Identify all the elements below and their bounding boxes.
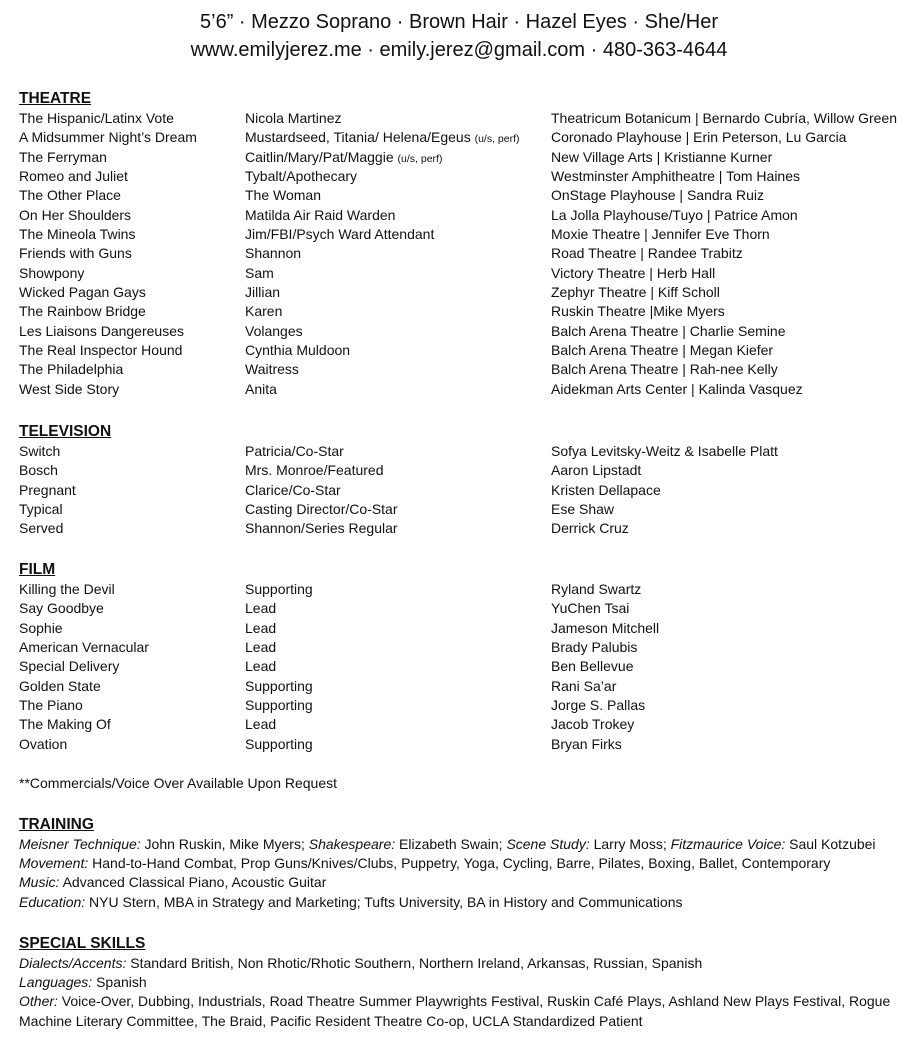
credit-role xyxy=(245,519,398,538)
theatre-credit-row xyxy=(19,322,909,341)
theatre-credit-row xyxy=(19,283,909,302)
scene-study-label: Scene Study: xyxy=(506,836,590,852)
credit-role xyxy=(245,322,303,341)
credit-title: The Hispanic/Latinx Vote xyxy=(19,110,174,126)
section-title-special-skills: SPECIAL SKILLS xyxy=(19,935,146,952)
credit-role-text: Jim/FBI/Psych Ward Attendant xyxy=(245,226,435,243)
credit-role xyxy=(245,167,357,186)
credit-role xyxy=(245,302,282,321)
credit-venue-director: Derrick Cruz xyxy=(551,520,629,537)
credit-title: Bosch xyxy=(19,462,58,479)
music-value: Advanced Classical Piano, Acoustic Guitar xyxy=(59,874,327,891)
credit-role xyxy=(245,696,313,715)
film-credit-row xyxy=(19,696,909,715)
television-credits-list xyxy=(19,442,909,539)
credit-role xyxy=(245,360,299,379)
credit-title: The Ferryman xyxy=(19,148,107,165)
film-credit-row xyxy=(19,715,909,734)
credit-title: Golden State xyxy=(19,677,101,694)
film-credit-row xyxy=(19,657,909,676)
theatre-credit-row xyxy=(19,360,909,379)
credit-role-text: Clarice/Co-Star xyxy=(245,481,341,498)
skills-line-dialects xyxy=(19,954,909,973)
credit-title: Romeo and Juliet xyxy=(19,168,128,185)
credit-role xyxy=(245,599,276,618)
credit-role xyxy=(245,244,301,263)
television-credit-row xyxy=(19,519,909,538)
training-line-music xyxy=(19,873,909,892)
credit-role-text: Casting Director/Co-Star xyxy=(245,501,398,518)
credit-venue-director: Ruskin Theatre |Mike Myers xyxy=(551,303,725,320)
scene-study-value: Larry Moss; xyxy=(589,836,671,852)
credit-role-text: Caitlin/Mary/Pat/Maggie xyxy=(245,148,394,165)
section-title-theatre: THEATRE xyxy=(19,90,92,107)
credit-title: Wicked Pagan Gays xyxy=(19,284,146,301)
credit-venue-director: Ese Shaw xyxy=(551,501,615,518)
credit-venue-director: Balch Arena Theatre | Rah-nee Kelly xyxy=(551,361,778,378)
film-section xyxy=(19,560,909,754)
understudy-note: (u/s, perf) xyxy=(397,152,443,165)
credit-venue-director: Jorge S. Pallas xyxy=(551,697,646,714)
film-credit-row xyxy=(19,599,909,618)
skills-line-other xyxy=(19,992,904,1030)
training-line-movement xyxy=(19,854,909,873)
credit-role-text: Jillian xyxy=(245,284,281,301)
credit-role xyxy=(245,461,384,480)
credit-title: The Mineola Twins xyxy=(19,226,136,243)
credit-role-text: Lead xyxy=(245,619,277,636)
meisner-value: John Ruskin, Mike Myers; xyxy=(140,836,309,852)
contact-line: www.emilyjerez.me · emily.jerez@gmail.com · 480-363-4644 xyxy=(190,39,728,61)
theatre-credit-row xyxy=(19,167,909,186)
meisner-label: Meisner Technique: xyxy=(19,836,141,852)
languages-label: Languages: xyxy=(19,974,93,991)
credit-title: The Real Inspector Hound xyxy=(19,342,183,359)
section-title-film: FILM xyxy=(19,561,56,578)
credit-title: Les Liaisons Dangereuses xyxy=(19,322,184,339)
credit-title: On Her Shoulders xyxy=(19,206,132,223)
credit-title: Killing the Devil xyxy=(19,581,115,597)
credit-venue-director: Jacob Trokey xyxy=(551,716,635,733)
fitzmaurice-label: Fitzmaurice Voice: xyxy=(670,836,786,852)
film-credit-row xyxy=(19,735,909,754)
credit-title: The Philadelphia xyxy=(19,361,124,378)
resume-header xyxy=(0,8,918,64)
credit-role-text: Mrs. Monroe/Featured xyxy=(245,462,384,479)
commercials-note: **Commercials/Voice Over Available Upon Request xyxy=(19,775,338,791)
credit-role-text: Anita xyxy=(245,380,277,397)
credit-title: Switch xyxy=(19,443,61,459)
credit-venue-director: Bryan Firks xyxy=(551,735,622,752)
credit-title: Typical xyxy=(19,501,63,518)
special-skills-section xyxy=(19,934,909,1031)
theatre-credit-row xyxy=(19,148,909,167)
credit-role-text: Patricia/Co-Star xyxy=(245,443,344,459)
television-credit-row xyxy=(19,461,909,480)
credit-title: The Piano xyxy=(19,697,83,714)
physical-stats-line: 5’6” · Mezzo Soprano · Brown Hair · Hazel Eyes · She/Her xyxy=(200,11,718,33)
credit-title: Ovation xyxy=(19,735,68,752)
television-credit-row xyxy=(19,442,909,461)
television-section xyxy=(19,422,909,539)
understudy-note: (u/s, perf) xyxy=(474,133,520,146)
credit-role-text: Supporting xyxy=(245,697,313,714)
credit-role-text: Supporting xyxy=(245,581,313,597)
credit-venue-director: Brady Palubis xyxy=(551,639,638,656)
credit-role xyxy=(245,735,313,754)
film-credit-row xyxy=(19,638,909,657)
credit-role xyxy=(245,225,434,244)
credit-title: Showpony xyxy=(19,264,85,281)
film-credit-row xyxy=(19,677,909,696)
credit-role xyxy=(245,580,313,599)
credit-role-text: Volanges xyxy=(245,322,303,339)
credit-role xyxy=(245,283,280,302)
credit-role xyxy=(245,619,276,638)
dialects-label: Dialects/Accents: xyxy=(19,955,127,971)
training-section xyxy=(19,815,909,912)
credit-role-text: Lead xyxy=(245,658,277,675)
theatre-section xyxy=(19,89,909,399)
other-label: Other: xyxy=(19,993,58,1010)
credit-role-text: Nicola Martinez xyxy=(245,110,342,126)
movement-label: Movement: xyxy=(19,855,89,872)
credit-title: Special Delivery xyxy=(19,658,120,675)
credit-role xyxy=(245,657,276,676)
credit-role xyxy=(245,500,398,519)
credit-role-text: Supporting xyxy=(245,735,313,752)
other-value: Voice-Over, Dubbing, Industrials, Road Theatre Summer Playwrights Festival, Ruskin Café Plays, Ashland New Plays Festival, Rogue Machine Literary Committee, The Braid, Pacific Resident Theatre Co-op, UCLA Standardized Patient xyxy=(19,993,891,1029)
movement-value: Hand-to-Hand Combat, Prop Guns/Knives/Clubs, Puppetry, Yoga, Cycling, Barre, Pilates, Boxing, Ballet, Contemporary xyxy=(88,855,831,872)
credit-venue-director: La Jolla Playhouse/Tuyo | Patrice Amon xyxy=(551,206,798,223)
section-title-training: TRAINING xyxy=(19,816,94,833)
credit-role xyxy=(245,715,276,734)
credit-venue-director: Victory Theatre | Herb Hall xyxy=(551,264,716,281)
film-credits-list xyxy=(19,580,909,754)
theatre-credit-row xyxy=(19,128,909,147)
education-label: Education: xyxy=(19,893,86,910)
credit-title: Friends with Guns xyxy=(19,245,132,262)
credit-title: A Midsummer Night’s Dream xyxy=(19,129,197,146)
credit-venue-director: Balch Arena Theatre | Charlie Semine xyxy=(551,322,786,339)
credit-title: The Rainbow Bridge xyxy=(19,303,146,320)
credit-venue-director: Ben Bellevue xyxy=(551,658,634,675)
credit-role-text: Matilda Air Raid Warden xyxy=(245,206,396,223)
credit-venue-director: Balch Arena Theatre | Megan Kiefer xyxy=(551,342,774,359)
credit-role-text: Cynthia Muldoon xyxy=(245,342,351,359)
credit-title: West Side Story xyxy=(19,380,120,397)
credit-role-text: Lead xyxy=(245,600,277,617)
theatre-credit-row xyxy=(19,302,909,321)
film-credit-row xyxy=(19,580,909,599)
shakespeare-value: Elizabeth Swain; xyxy=(395,836,507,852)
credit-role-text: Tybalt/Apothecary xyxy=(245,168,358,185)
credit-venue-director: Moxie Theatre | Jennifer Eve Thorn xyxy=(551,226,770,243)
credit-venue-director: Road Theatre | Randee Trabitz xyxy=(551,245,743,262)
credit-venue-director: New Village Arts | Kristianne Kurner xyxy=(551,148,773,165)
music-label: Music: xyxy=(19,874,60,891)
credit-role-text: Lead xyxy=(245,716,277,733)
credit-title: Pregnant xyxy=(19,481,76,498)
theatre-credit-row xyxy=(19,109,909,128)
credit-venue-director: Westminster Amphitheatre | Tom Haines xyxy=(551,168,800,185)
dialects-value: Standard British, Non Rhotic/Rhotic Southern, Northern Ireland, Arkansas, Russian, Spanish xyxy=(126,955,703,971)
training-line-studies xyxy=(19,835,909,854)
credit-role-text: Supporting xyxy=(245,677,313,694)
television-credit-row xyxy=(19,500,909,519)
credit-role xyxy=(245,186,321,205)
credit-role xyxy=(245,264,274,283)
credit-venue-director: Aidekman Arts Center | Kalinda Vasquez xyxy=(551,380,803,397)
training-line-education xyxy=(19,893,909,912)
credit-title: The Making Of xyxy=(19,716,111,733)
credit-venue-director: YuChen Tsai xyxy=(551,600,630,617)
skills-line-languages xyxy=(19,973,909,992)
credit-role-text: Mustardseed, Titania/ Helena/Egeus xyxy=(245,129,471,146)
theatre-credits-list xyxy=(19,109,909,399)
theatre-credit-row xyxy=(19,380,909,399)
credit-title: The Other Place xyxy=(19,187,121,204)
credit-role xyxy=(245,206,395,225)
credit-role xyxy=(245,442,344,461)
theatre-credit-row xyxy=(19,264,909,283)
credit-venue-director: Jameson Mitchell xyxy=(551,619,660,636)
fitzmaurice-value: Saul Kotzubei xyxy=(785,836,876,852)
section-title-television: TELEVISION xyxy=(19,423,112,440)
credit-role xyxy=(245,380,277,399)
credit-venue-director: Ryland Swartz xyxy=(551,581,642,597)
languages-value: Spanish xyxy=(92,974,147,991)
credit-title: American Vernacular xyxy=(19,639,149,656)
credit-role xyxy=(245,638,276,657)
theatre-credit-row xyxy=(19,341,909,360)
credit-role-text: Karen xyxy=(245,303,283,320)
credit-title: Sophie xyxy=(19,619,63,636)
credit-title: Served xyxy=(19,520,64,537)
theatre-credit-row xyxy=(19,186,909,205)
credit-venue-director: Theatricum Botanicum | Bernardo Cubría, Willow Green xyxy=(551,110,897,126)
credit-role-text: Sam xyxy=(245,264,274,281)
shakespeare-label: Shakespeare: xyxy=(308,836,396,852)
credit-role-text: Lead xyxy=(245,639,277,656)
credit-role-text: Waitress xyxy=(245,361,299,378)
credit-venue-director: Zephyr Theatre | Kiff Scholl xyxy=(551,284,720,301)
credit-role xyxy=(245,109,341,128)
credit-title: Say Goodbye xyxy=(19,600,104,617)
credit-role xyxy=(245,481,341,500)
credit-venue-director: OnStage Playhouse | Sandra Ruiz xyxy=(551,187,764,204)
credit-venue-director: Kristen Dellapace xyxy=(551,481,661,498)
credit-venue-director: Rani Sa’ar xyxy=(551,677,617,694)
education-value: NYU Stern, MBA in Strategy and Marketing; Tufts University, BA in History and Communications xyxy=(85,893,683,910)
credit-venue-director: Coronado Playhouse | Erin Peterson, Lu Garcia xyxy=(551,129,847,146)
theatre-credit-row xyxy=(19,244,909,263)
credit-role-text: The Woman xyxy=(245,187,321,204)
theatre-credit-row xyxy=(19,225,909,244)
film-credit-row xyxy=(19,619,909,638)
credit-role xyxy=(245,677,313,696)
credit-role-text: Shannon xyxy=(245,245,302,262)
credit-role xyxy=(245,128,520,149)
credit-role xyxy=(245,148,442,169)
credit-role-text: Shannon/Series Regular xyxy=(245,520,398,537)
television-credit-row xyxy=(19,481,909,500)
credit-venue-director: Sofya Levitsky-Weitz & Isabelle Platt xyxy=(551,443,778,459)
credit-role xyxy=(245,341,350,360)
credit-venue-director: Aaron Lipstadt xyxy=(551,462,642,479)
theatre-credit-row xyxy=(19,206,909,225)
